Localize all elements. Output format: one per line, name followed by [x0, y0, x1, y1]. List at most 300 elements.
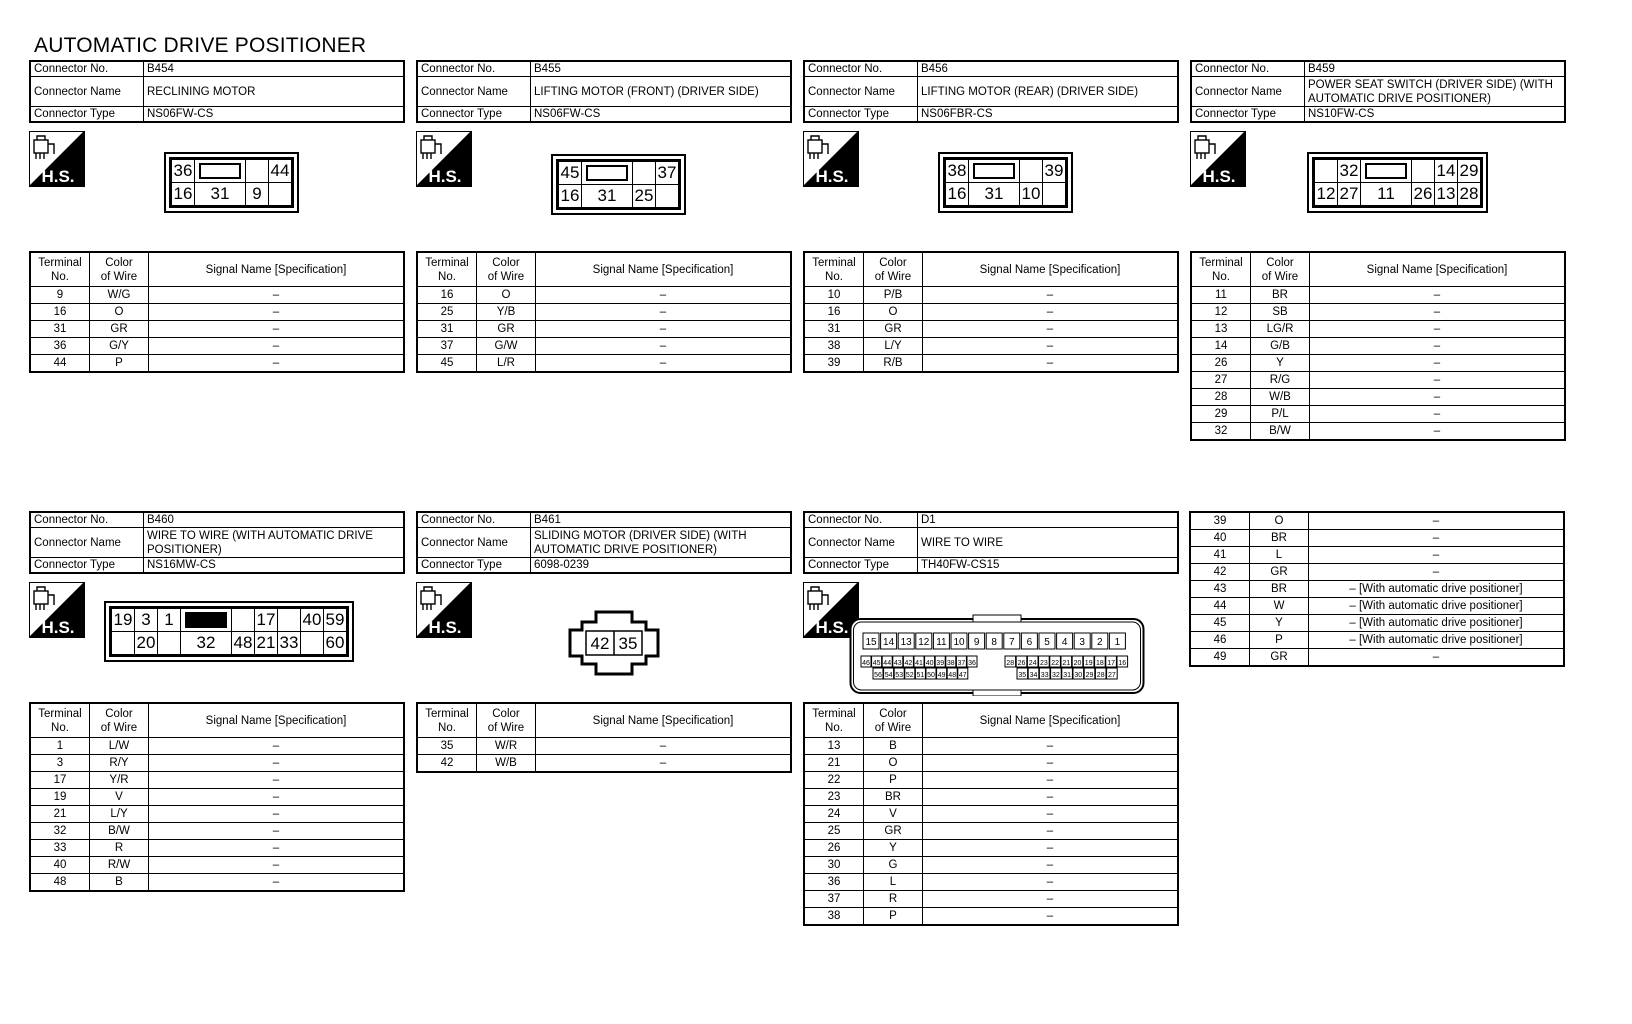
terminal-header-line1: Terminal — [38, 256, 82, 269]
terminal-table — [416, 702, 792, 773]
wire-color: GR — [1250, 564, 1309, 581]
terminal-number: 31 — [417, 321, 477, 338]
signal-name: – — [923, 806, 1179, 823]
terminal-number: 25 — [417, 304, 477, 321]
empty-cavity — [1314, 159, 1338, 183]
connector-name-value: LIFTING MOTOR (FRONT) (DRIVER SIDE) — [531, 77, 792, 107]
connector-type-label: Connector Type — [417, 107, 531, 123]
page-title: AUTOMATIC DRIVE POSITIONER — [34, 34, 367, 57]
pin-cavity: 28 — [1458, 183, 1482, 207]
terminal-header-line1: Terminal — [38, 707, 82, 720]
pin-cavity: 11 — [1361, 183, 1412, 207]
wire-color: P/B — [864, 287, 923, 304]
connector-lock — [195, 159, 246, 183]
pin-cavity: 39 — [936, 660, 945, 667]
signal-name: – — [923, 857, 1179, 874]
terminal-number: 21 — [804, 755, 864, 772]
terminal-number: 22 — [804, 772, 864, 789]
signal-name: – — [149, 806, 405, 823]
wire-color: R/G — [1251, 372, 1310, 389]
table-row — [1190, 547, 1564, 564]
signal-name: – — [536, 355, 792, 373]
table-row — [30, 755, 404, 772]
signal-name: – — [1310, 406, 1566, 423]
connector-number-value: B461 — [531, 512, 792, 528]
signal-name: – — [149, 304, 405, 321]
connector-block-d1 — [803, 511, 1179, 926]
empty-cavity — [111, 632, 135, 656]
connector-diagram — [29, 574, 405, 702]
wire-color: L — [864, 874, 923, 891]
connector-type-value: NS06FW-CS — [531, 107, 792, 123]
wire-color: GR — [1250, 649, 1309, 667]
connector-number-value: D1 — [918, 512, 1179, 528]
table-row — [804, 738, 1178, 755]
terminal-number: 33 — [30, 840, 90, 857]
connector-diagram — [803, 123, 1179, 251]
table-row — [1191, 304, 1565, 321]
wire-color: BR — [864, 789, 923, 806]
terminal-number: 14 — [1191, 338, 1251, 355]
terminal-header-line1: Terminal — [425, 707, 469, 720]
pin-cavity: 31 — [582, 185, 633, 209]
connector-number-value: B454 — [144, 61, 405, 77]
connector-pin-face — [849, 614, 1145, 696]
connector-block-b456 — [803, 60, 1179, 373]
table-row — [804, 772, 1178, 789]
pin-cavity: 19 — [1084, 660, 1093, 667]
signal-name: – [With automatic drive positioner] — [1309, 632, 1565, 649]
pin-cavity: 29 — [1458, 159, 1482, 183]
wire-color: O — [864, 755, 923, 772]
terminal-number: 39 — [1190, 512, 1250, 530]
connector-pin-face — [1312, 157, 1483, 208]
wire-color: B — [864, 738, 923, 755]
pin-cavity: 45 — [872, 660, 881, 667]
connector-diagram — [29, 123, 405, 251]
pin-cavity: 28 — [1006, 660, 1015, 667]
pin-cavity: 12 — [1314, 183, 1338, 207]
empty-cavity — [232, 608, 255, 632]
connector-diagram — [416, 123, 792, 251]
wire-color: P — [864, 772, 923, 789]
table-row — [1191, 372, 1565, 389]
pin-cavity: 15 — [865, 637, 877, 648]
pin-cavity: 38 — [945, 159, 969, 183]
pin-cavity: 32 — [1052, 672, 1060, 679]
table-row — [804, 874, 1178, 891]
terminal-number: 30 — [804, 857, 864, 874]
connector-number-label: Connector No. — [30, 61, 144, 77]
signal-name-header: Signal Name [Specification] — [1310, 252, 1566, 287]
connector-pin-face — [943, 157, 1068, 208]
signal-name: – — [1309, 512, 1565, 530]
terminal-number: 42 — [417, 755, 477, 773]
wire-color-header-line2: of Wire — [874, 721, 912, 734]
wire-color: GR — [864, 321, 923, 338]
table-row — [417, 287, 791, 304]
wire-color: G/B — [1251, 338, 1310, 355]
terminal-number: 16 — [417, 287, 477, 304]
empty-cavity — [656, 185, 680, 209]
pin-cavity: 20 — [1073, 660, 1082, 667]
pin-cavity: 14 — [1435, 159, 1458, 183]
terminal-number: 48 — [30, 874, 90, 892]
pin-cavity: 32 — [1338, 159, 1361, 183]
terminal-number: 11 — [1191, 287, 1251, 304]
connector-type-label: Connector Type — [804, 107, 918, 123]
terminal-header-line2: No. — [438, 270, 456, 283]
wire-color-header-line1: Color — [879, 707, 907, 720]
connector-header-table — [803, 511, 1179, 574]
connector-name-value: POWER SEAT SWITCH (DRIVER SIDE) (WITH AUTOMATIC DRIVE POSITIONER) — [1305, 77, 1566, 107]
empty-cavity — [301, 632, 324, 656]
wire-color: R/Y — [90, 755, 149, 772]
signal-name-header: Signal Name [Specification] — [149, 252, 405, 287]
signal-name: – — [1310, 355, 1566, 372]
connector-block-b454 — [29, 60, 405, 373]
empty-cavity — [1020, 159, 1043, 183]
terminal-number: 46 — [1190, 632, 1250, 649]
table-row — [30, 806, 404, 823]
wire-color: LG/R — [1251, 321, 1310, 338]
wire-color: O — [477, 287, 536, 304]
pin-cavity: 24 — [1028, 660, 1037, 667]
pin-cavity: 47 — [958, 672, 967, 679]
wire-color: O — [1250, 512, 1309, 530]
terminal-number: 35 — [417, 738, 477, 755]
wire-color: B/W — [1251, 423, 1310, 441]
terminal-no-header — [1191, 252, 1251, 287]
connector-lock — [181, 608, 232, 632]
pin-cavity: 27 — [1108, 672, 1116, 679]
wire-color: BR — [1251, 287, 1310, 304]
wire-color: L/R — [477, 355, 536, 373]
pin-cavity: 35 — [618, 634, 638, 653]
pin-cavity: 22 — [1051, 660, 1059, 667]
table-row — [804, 287, 1178, 304]
terminal-number: 44 — [30, 355, 90, 373]
wire-color: P/L — [1251, 406, 1310, 423]
pin-cavity: 19 — [111, 608, 135, 632]
connector-pin-face — [556, 159, 681, 210]
pin-cavity: 25 — [633, 185, 656, 209]
connector-type-value: TH40FW-CS15 — [918, 558, 1179, 574]
signal-name: – — [149, 857, 405, 874]
terminal-header-line2: No. — [438, 721, 456, 734]
connector-number-label: Connector No. — [417, 512, 531, 528]
harness-side-icon — [416, 131, 472, 187]
connector-block-b455 — [416, 60, 792, 373]
signal-name: – — [1310, 423, 1566, 441]
terminal-number: 29 — [1191, 406, 1251, 423]
connector-name-value: RECLINING MOTOR — [144, 77, 405, 107]
terminal-number: 25 — [804, 823, 864, 840]
terminal-number: 16 — [804, 304, 864, 321]
table-row — [804, 823, 1178, 840]
pin-cavity: 9 — [246, 183, 269, 207]
wire-color-header — [477, 252, 536, 287]
signal-name: – — [923, 338, 1179, 355]
table-row — [1191, 287, 1565, 304]
table-row — [1190, 598, 1564, 615]
signal-name: – — [923, 840, 1179, 857]
terminal-number: 26 — [1191, 355, 1251, 372]
wire-color-header — [90, 703, 149, 738]
pin-cavity: 42 — [590, 634, 610, 653]
hs-label: H.S. — [815, 618, 849, 637]
empty-cavity — [633, 161, 656, 185]
terminal-number: 3 — [30, 755, 90, 772]
table-row — [417, 321, 791, 338]
connector-header-table — [803, 60, 1179, 123]
wire-color-header-line2: of Wire — [487, 721, 525, 734]
pin-cavity: 29 — [1085, 672, 1094, 679]
table-row — [417, 338, 791, 355]
table-row — [417, 355, 791, 373]
terminal-number: 10 — [804, 287, 864, 304]
pin-cavity: 40 — [925, 660, 934, 667]
signal-name: – — [923, 287, 1179, 304]
wire-color: V — [864, 806, 923, 823]
table-row — [30, 287, 404, 304]
wire-color: L/Y — [864, 338, 923, 355]
terminal-table — [29, 702, 405, 892]
terminal-header-line2: No. — [825, 270, 843, 283]
wire-color-header-line2: of Wire — [874, 270, 912, 283]
pin-cavity: 39 — [1043, 159, 1067, 183]
terminal-header-line1: Terminal — [812, 707, 856, 720]
harness-side-icon — [1190, 131, 1246, 187]
pin-cavity: 10 — [953, 637, 965, 648]
pin-cavity: 37 — [957, 660, 966, 667]
pin-cavity: 30 — [1074, 672, 1083, 679]
table-row — [1191, 355, 1565, 372]
connector-diagram — [1190, 123, 1566, 251]
pin-cavity: 43 — [893, 660, 902, 667]
terminal-number: 37 — [804, 891, 864, 908]
pin-cavity: 40 — [301, 608, 324, 632]
wire-color: G/Y — [90, 338, 149, 355]
connector-number-label: Connector No. — [417, 61, 531, 77]
connector-name-label: Connector Name — [417, 528, 531, 558]
terminal-no-header — [417, 703, 477, 738]
terminal-number: 32 — [1191, 423, 1251, 441]
wire-color-header-line1: Color — [879, 256, 907, 269]
wire-color: GR — [864, 823, 923, 840]
terminal-number: 21 — [30, 806, 90, 823]
table-row — [804, 338, 1178, 355]
connector-number-value: B456 — [918, 61, 1179, 77]
signal-name: – — [149, 874, 405, 892]
wire-color: GR — [477, 321, 536, 338]
terminal-number: 12 — [1191, 304, 1251, 321]
pin-cavity: 31 — [195, 183, 246, 207]
terminal-no-header — [30, 703, 90, 738]
empty-cavity — [158, 632, 181, 656]
table-row — [417, 304, 791, 321]
connector-name-label: Connector Name — [30, 77, 144, 107]
table-row — [1191, 423, 1565, 441]
pin-cavity: 18 — [1096, 660, 1104, 667]
pin-cavity: 46 — [862, 660, 870, 667]
signal-name: – — [536, 738, 792, 755]
pin-cavity: 38 — [946, 660, 955, 667]
pin-cavity: 16 — [171, 183, 195, 207]
terminal-number: 36 — [804, 874, 864, 891]
terminal-table — [29, 251, 405, 373]
wire-color-header — [477, 703, 536, 738]
signal-name: – — [149, 840, 405, 857]
wire-color: R/W — [90, 857, 149, 874]
signal-name: – — [923, 874, 1179, 891]
pin-cavity: 41 — [915, 660, 923, 667]
table-row — [1190, 649, 1564, 667]
connector-number-value: B455 — [531, 61, 792, 77]
table-row — [30, 874, 404, 892]
pin-cavity: 50 — [927, 672, 935, 679]
hs-label: H.S. — [1202, 167, 1236, 186]
wire-color: R — [864, 891, 923, 908]
connector-type-label: Connector Type — [417, 558, 531, 574]
wire-color: V — [90, 789, 149, 806]
connector-block-b459 — [1190, 60, 1566, 441]
signal-name: – — [149, 772, 405, 789]
d1-continuation-block — [1189, 511, 1565, 667]
signal-name: – [With automatic drive positioner] — [1309, 615, 1565, 632]
pin-cavity: 48 — [232, 632, 255, 656]
connector-type-value: NS06FW-CS — [144, 107, 405, 123]
wire-color-header-line1: Color — [492, 256, 520, 269]
signal-name: – — [923, 355, 1179, 373]
connector-type-label: Connector Type — [1191, 107, 1305, 123]
terminal-number: 31 — [30, 321, 90, 338]
terminal-number: 28 — [1191, 389, 1251, 406]
wire-color: L/Y — [90, 806, 149, 823]
table-row — [1190, 632, 1564, 649]
connector-type-label: Connector Type — [804, 558, 918, 574]
table-row — [1191, 389, 1565, 406]
pin-cavity: 44 — [883, 660, 892, 667]
empty-cavity — [1412, 159, 1435, 183]
connector-type-value: 6098-0239 — [531, 558, 792, 574]
table-row — [30, 772, 404, 789]
pin-cavity: 7 — [1009, 637, 1015, 648]
terminal-number: 45 — [1190, 615, 1250, 632]
hs-label: H.S. — [41, 167, 75, 186]
connector-block-b460 — [29, 511, 405, 892]
signal-name: – — [149, 287, 405, 304]
signal-name: – — [1310, 389, 1566, 406]
signal-name: – — [923, 738, 1179, 755]
table-row — [804, 789, 1178, 806]
terminal-table — [416, 251, 792, 373]
pin-cavity: 49 — [937, 672, 946, 679]
connector-number-label: Connector No. — [1191, 61, 1305, 77]
wire-color-header-line1: Color — [1266, 256, 1294, 269]
wire-color: P — [1250, 632, 1309, 649]
hs-label: H.S. — [428, 167, 462, 186]
signal-name: – — [923, 823, 1179, 840]
terminal-number: 23 — [804, 789, 864, 806]
wire-color: Y — [1250, 615, 1309, 632]
wire-color-header — [864, 252, 923, 287]
pin-cavity: 36 — [171, 159, 195, 183]
connector-pin-face — [169, 157, 294, 208]
wire-color: Y — [1251, 355, 1310, 372]
signal-name-header: Signal Name [Specification] — [923, 703, 1179, 738]
connector-header-table — [29, 511, 405, 574]
wire-color: B/W — [90, 823, 149, 840]
wire-color: Y/B — [477, 304, 536, 321]
wire-color: Y — [864, 840, 923, 857]
signal-name: – — [1309, 530, 1565, 547]
wire-color: P — [864, 908, 923, 926]
table-row — [804, 755, 1178, 772]
signal-name: – — [1309, 649, 1565, 667]
wire-color: R/B — [864, 355, 923, 373]
table-row — [804, 806, 1178, 823]
pin-cavity: 48 — [948, 672, 957, 679]
terminal-number: 43 — [1190, 581, 1250, 598]
signal-name: – — [923, 304, 1179, 321]
terminal-number: 19 — [30, 789, 90, 806]
pin-cavity: 9 — [973, 637, 980, 648]
empty-cavity — [278, 608, 301, 632]
table-row — [804, 840, 1178, 857]
signal-name: – — [149, 789, 405, 806]
table-row — [30, 840, 404, 857]
pin-cavity: 10 — [1020, 183, 1043, 207]
signal-name: – — [536, 338, 792, 355]
connector-header-table — [416, 60, 792, 123]
table-row — [417, 755, 791, 773]
pin-cavity: 59 — [324, 608, 348, 632]
terminal-number: 9 — [30, 287, 90, 304]
table-row — [804, 355, 1178, 373]
connector-name-value: WIRE TO WIRE — [918, 528, 1179, 558]
terminal-header-line2: No. — [1212, 270, 1230, 283]
connector-number-value: B459 — [1305, 61, 1566, 77]
table-row — [804, 304, 1178, 321]
connector-header-table — [1190, 60, 1566, 123]
harness-side-icon — [29, 582, 85, 638]
harness-side-icon — [803, 131, 859, 187]
terminal-number: 17 — [30, 772, 90, 789]
signal-name: – — [149, 738, 405, 755]
signal-name: – — [923, 755, 1179, 772]
pin-cavity: 21 — [255, 632, 278, 656]
signal-name: – — [536, 755, 792, 773]
connector-number-label: Connector No. — [804, 512, 918, 528]
terminal-header-line1: Terminal — [1199, 256, 1243, 269]
table-row — [1191, 321, 1565, 338]
signal-name: – — [1310, 321, 1566, 338]
pin-cavity: 20 — [135, 632, 158, 656]
pin-cavity: 60 — [324, 632, 348, 656]
signal-name: – — [536, 287, 792, 304]
pin-cavity: 53 — [895, 672, 904, 679]
signal-name-header: Signal Name [Specification] — [149, 703, 405, 738]
harness-side-icon — [29, 131, 85, 187]
hs-label: H.S. — [815, 167, 849, 186]
connector-number-label: Connector No. — [804, 61, 918, 77]
connector-type-value: NS16MW-CS — [144, 558, 405, 574]
signal-name-header: Signal Name [Specification] — [536, 703, 792, 738]
wire-color: Y/R — [90, 772, 149, 789]
terminal-table-continued — [1189, 511, 1565, 667]
connector-type-label: Connector Type — [30, 558, 144, 574]
